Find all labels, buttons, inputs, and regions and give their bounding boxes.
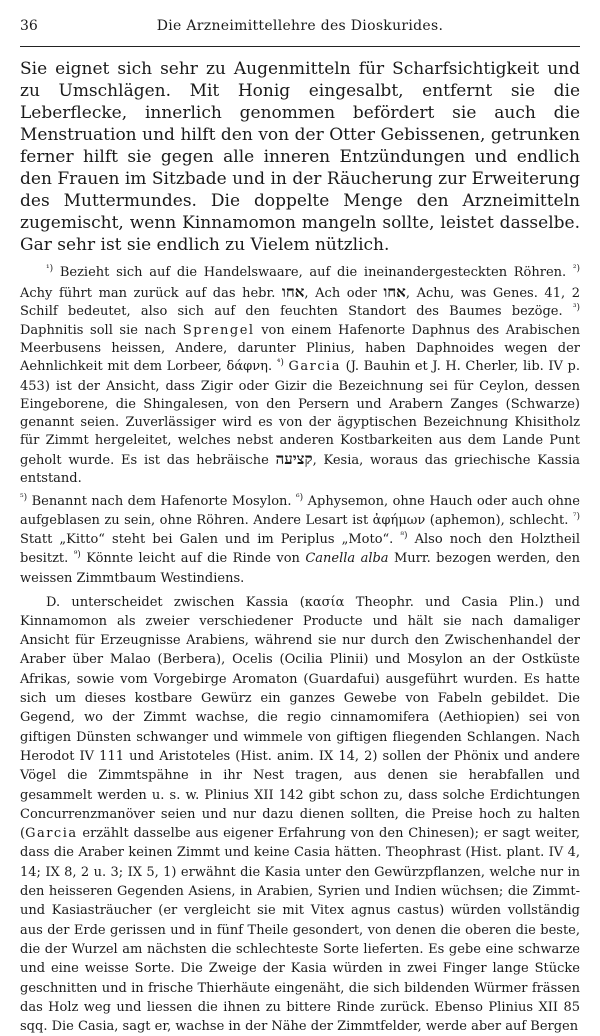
fn4-author: Garcia [288,359,342,375]
footnote-1-4 [20,264,580,488]
commentary-part-1: D. unterscheidet zwischen Kassia (κασία Theophr. und Casia Plin.) und Kinnamomon als zweier verschiedener Producte und hält sie nach damaliger Ansicht für Erzeugnisse Arabiens, während sie nur durch den Zwischenhandel der Araber über Malao (Berbera), Ocelis (Ocilia Plinii) und Mosylon an der Ostküste Afrikas, sowie vom Vorgebirge Aromaton (Guardafui) ausgeführt wurden. Es hatte sich um dieses kostbare Gewürz ein ganzes Gewebe von Fabeln gebildet. Die Gegend, wo der Zimmt wachse, die regio cinnamomifera (Aethiopien) sei von giftigen Dünsten schwanger und wimmele von giftigen fliegenden Schlangen. Nach Herodot IV 111 und Aristoteles (Hist. anim. IX 14, 2) sollen der Phönix und andere Vögel die Zimmtspähne in ihr Nest tragen, aus denen sie herabfallen und gesammelt werden u. s. w. Plinius XII 142 gibt schon zu, dass solche Erdichtungen Concurrenzmanöver seien und nur dazu dienen sollten, die Preise hoch zu halten ( [20,594,580,842]
fn2-text-a: Achy führt man zurück auf das hebr. [20,286,276,302]
fn9-species: Canella alba [305,551,389,567]
fn8-marker: ⁸) [400,531,408,542]
fn3-text-b: von einem Hafenorte Daphnus des Arabischen Meerbusens heissen, Andere, darunter Plinius, haben Daphnoides wegen der Aehnlichkeit mit dem Lorbeer, δάφνη. [20,323,580,375]
fn7-marker: ⁷) [572,512,581,523]
fn3-marker: ³) [572,303,580,314]
fn5-marker: ⁵) [20,493,28,504]
fn2-marker: ²) [572,264,580,274]
fn3-author: Sprengel [182,323,255,339]
running-title: Die Arzneimittellehre des Dioskurides. [156,18,444,34]
fn4-hebrew: קציעה [275,449,313,468]
fn2-text-c: , Achu, was Genes. 41, 2 Schilf bedeutet, also sich auf den feuchten Standort des Baumes bezöge. [20,286,580,320]
fn9-text-b: Murr. bezogen werden, den weissen Zimmtbaum Westindiens. [20,551,580,586]
fn2-hebrew-1: אחו [282,283,305,302]
fn9-marker: ⁹) [73,550,81,561]
fn4-text-b: , Kesia, woraus das griechische Kassia entstand. [20,452,580,487]
fn9-text-a: Könnte leicht auf die Rinde von [86,551,300,567]
main-paragraph: Sie eignet sich sehr zu Augenmitteln für Scharfsichtigkeit und zu Umschlägen. Mit Honig eingesalbt, entfernt sie die Leberflecke, innerlich genommen befördert sie auch die Menstruation und hilft den von der Otter Gebissenen, getrunken ferner hilft sie gegen alle inneren Entzündungen und endlich den Frauen im Sitzbade und in der Räucherung zur Erweiterung des Muttermundes. Die doppelte Menge den Arzneimitteln zugemischt, wenn Kinnamomon mangeln sollte, leistet dasselbe. Gar sehr ist sie endlich zu Vielem nützlich. [20,59,580,255]
fn5-text: Benannt nach dem Hafenorte Mosylon. [31,494,292,510]
header-rule [20,46,580,47]
footnote-5-9 [20,493,580,587]
body-text [20,58,580,1036]
fn2-hebrew-2: אחו [383,283,406,302]
fn6-marker: ⁶) [296,493,304,504]
footnotes-block [20,264,580,588]
commentary-paragraph [20,593,580,1036]
fn1-marker: ¹) [46,264,54,274]
fn2-text-b: , Ach oder [304,286,377,302]
fn6-text: Aphysemon, ohne Hauch oder auch ohne aufgeblasen zu sein, ohne Röhren. Andere Lesart ist ἀφήμων (aphemon), schlecht. [20,494,580,529]
running-head [20,18,580,40]
fn8-text: Also noch den Holztheil besitzt. [20,532,580,567]
fn1-text: Bezieht sich auf die Handelswaare, auf die ineinandergesteckten Röhren. [59,265,567,280]
page-number: 36 [20,18,38,34]
fn3-text-a: Daphnitis soll sie nach [20,323,177,339]
fn4-marker: ⁴) [276,358,284,369]
commentary-author: Garcia [25,826,78,842]
fn7-text: Statt „Kitto“ steht bei Galen und im Periplus „Moto“. [20,532,394,548]
fn4-text-a: (J. Bauhin et J. H. Cherler, lib. IV p. 453) ist der Ansicht, dass Zigir oder Gizir die Bezeichnung sei für Ceylon, dessen Eingeborene, die Shingalesen, von den Persern und Arabern Zanges (Schwarze) genannt seien. Zuverlässiger wird es von der ägyptischen Bezeichnung Khisitholz für Zimmt hergeleitet, welches nebst anderen Kostbarkeiten aus dem Lande Punt geholt wurde. Es ist das hebräische [20,359,580,468]
commentary-part-2: erzählt dasselbe aus eigener Erfahrung von den Chinesen); er sagt weiter, dass die Araber keinen Zimmt und keine Casia hätten. Theophrast (Hist. plant. IV 4, 14; IX 8, 2 u. 3; IX 5, 1) erwähnt die Kasia unter den Gewürzpflanzen, welche nur in den heisseren Gegenden Asiens, in Arabien, Syrien und Indien wüchsen; die Zimmt- und Kasiasträucher (er vergleicht sie mit Vitex agnus castus) würden vollständig aus der Erde gerissen und in fünf Theile gesondert, von denen die oberen die beste, die der Wurzel am nächsten die schlechteste Sorte lieferten. Es gebe eine schwarze und eine weisse Sorte. Die Zweige der Kasia würden in zwei Finger lange Stücke geschnitten und in frische Thierhäute eingenäht, die sich bildenden Würmer frässen das Holz weg und liessen die ihnen zu bittere Rinde zurück. Ebenso Plinius XII 85 sqq. Die Casia, sagt er, wachse in der Nähe der Zimmtfelder, werde aber auf Bergen [20,826,580,1035]
